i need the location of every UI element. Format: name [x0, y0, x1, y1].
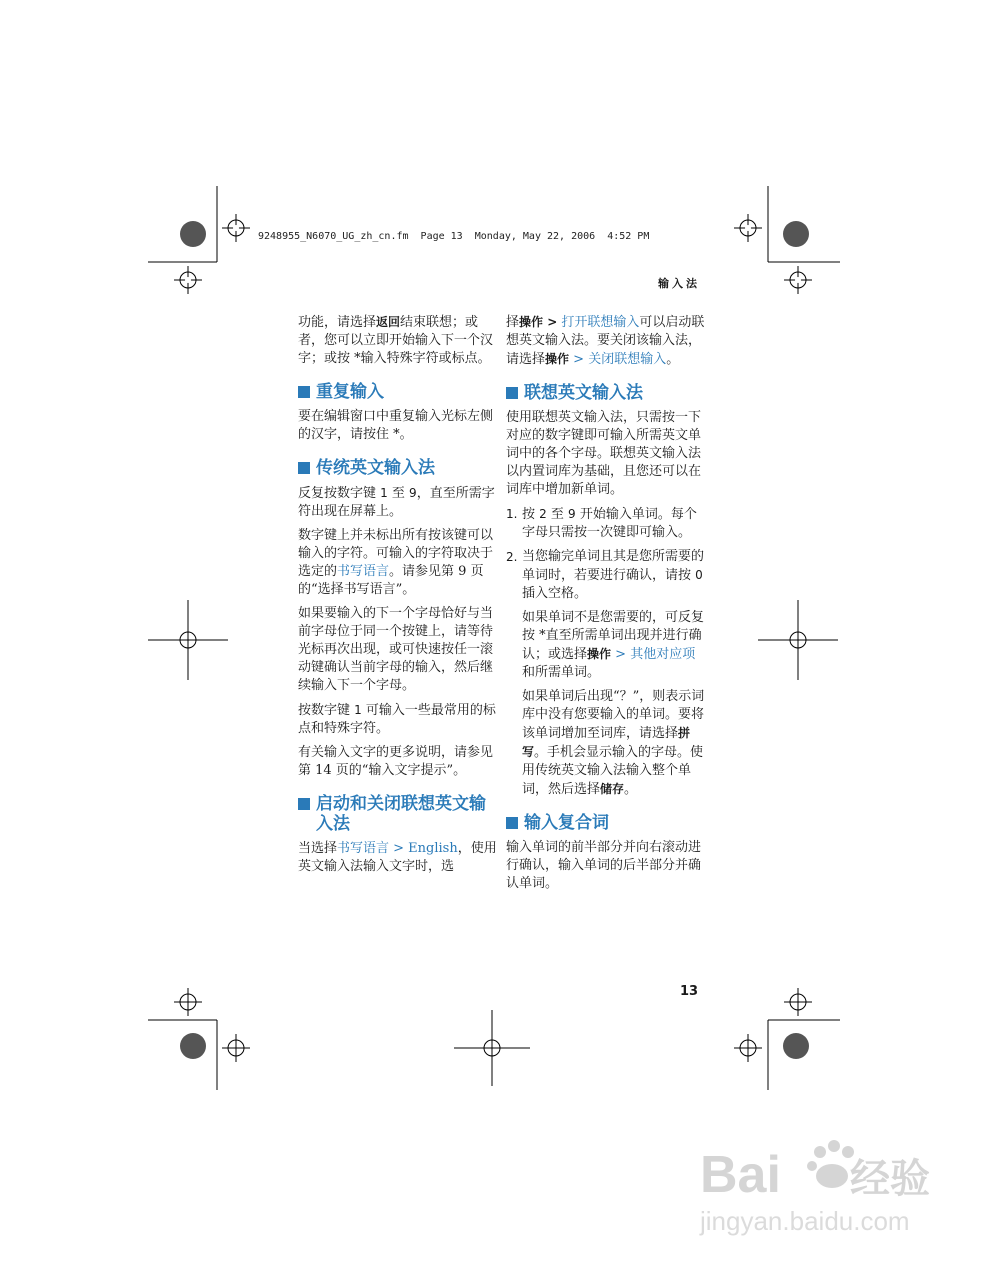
baidu-watermark [700, 1130, 960, 1260]
paragraph [298, 840, 498, 876]
text: 可输入一些最常用的标点和特殊字符。 [298, 703, 496, 736]
text: 。 [624, 782, 638, 797]
steps-list [506, 505, 706, 603]
left-column [298, 313, 498, 882]
square-bullet-icon [506, 387, 518, 399]
text: 如果单词不是您需要的，可反复按 *直至所需单词出现并进行确认；或选择 [522, 610, 705, 662]
text: 功能，请选择 [298, 315, 377, 330]
file-info-header: 9248955_N6070_UG_zh_cn.fm Page 13 Monday, May 22, 2006 4:52 PM [258, 231, 650, 242]
item-number: 2. [506, 550, 518, 564]
paragraph [298, 484, 498, 521]
heading-text: 启动和关闭联想英文输入法 [316, 794, 486, 834]
baidu-logo-icon [700, 1130, 960, 1260]
text: 按数字键 [298, 703, 355, 718]
paragraph: 使用联想英文输入法，只需按一下对应的数字键即可输入所需英文单词中的各个字母。联想英文输入法以内置词库为基础，且您还可以在词库中增加新单词。 [506, 410, 702, 497]
item-text [522, 505, 706, 542]
heading-text: 传统英文输入法 [316, 458, 435, 478]
left-intro [298, 313, 498, 368]
paragraph [298, 701, 498, 738]
paragraph: 输入单词的前半部分并向右滚动进行确认，输入单词的后半部分并确认单词。 [506, 840, 702, 891]
text: 反复按数字键 [298, 486, 381, 501]
return-label: 返回 [376, 315, 401, 329]
heading-text: 重复输入 [316, 382, 384, 402]
section-heading-compound [506, 813, 706, 833]
key: 9 [409, 486, 417, 500]
key: 0 [695, 568, 703, 582]
text: 结束联想；或者，您可以立即开始输入下一个汉字；或按 *输入特殊字符或标点。 [298, 315, 494, 366]
key: 1 [380, 486, 388, 500]
square-bullet-icon [298, 462, 310, 474]
svg-text:Bai: Bai [700, 1146, 781, 1204]
text: 至 [546, 507, 569, 522]
writing-language-link[interactable]: 书写语言 [337, 564, 390, 579]
square-bullet-icon [298, 798, 310, 810]
spell-label: 拼写 [522, 726, 691, 759]
text: 择 [506, 315, 520, 330]
page-number: 13 [680, 984, 699, 999]
save-label: 储存 [600, 782, 625, 796]
right-column [506, 313, 706, 899]
heading-text: 联想英文输入法 [524, 383, 643, 403]
paragraph: 如果要输入的下一个字母恰好与当前字母位于同一个按键上，请等待光标再次出现，或可快速按任一滚动键确认当前字母的输入，然后继续输入下一个字母。 [298, 606, 494, 693]
svg-text:经验: 经验 [850, 1157, 930, 1201]
heading-text: 输入复合词 [524, 813, 609, 833]
options-label: 操作 > [519, 315, 558, 329]
section-heading-predictive [506, 383, 706, 403]
text: 至 [387, 486, 410, 501]
paragraph [522, 688, 706, 799]
separator: > [611, 647, 631, 662]
list-item [506, 505, 706, 542]
item-text [522, 548, 706, 603]
text: 开始输入单词。每个字母只需按一次键即可输入。 [522, 507, 697, 540]
paragraph [298, 527, 498, 599]
text: 当选择 [298, 841, 338, 856]
text: 数字键上并未标出所有按该键可以输入的字符。可输入的字符取决于选定的 [298, 528, 494, 579]
key: 2 [539, 507, 547, 521]
options-label: 操作 [545, 352, 570, 366]
key: 1 [354, 703, 362, 717]
paragraph: 有关输入文字的更多说明，请参见第 14 页的“输入文字提示”。 [298, 745, 494, 778]
text: 如果单词后出现“？”，则表示词库中没有您要输入的单词。要将该单词增加至词库，请选择 [522, 689, 705, 741]
text: 可以启动联想英文输入法。要关闭该输入法，请选择 [506, 315, 705, 367]
right-intro [506, 313, 706, 369]
section-heading-start-stop-predictive [298, 794, 498, 834]
square-bullet-icon [298, 386, 310, 398]
predictive-off-link[interactable]: 关闭联想输入 [588, 352, 667, 367]
text: 按 [522, 507, 540, 522]
predictive-on-link[interactable]: 打开联想输入 [561, 315, 640, 330]
matches-link[interactable]: 其他对应项 [630, 647, 696, 662]
section-heading-repeat [298, 382, 498, 402]
running-head: 输入法 [658, 277, 700, 290]
text: 插入空格。 [522, 586, 588, 601]
paragraph: 要在编辑窗口中重复输入光标左侧的汉字，请按住 *。 [298, 409, 494, 442]
key: 9 [568, 507, 576, 521]
watermark-url: jingyan.baidu.com [700, 1206, 910, 1236]
options-label: 操作 [587, 647, 612, 661]
section-heading-traditional [298, 458, 498, 478]
text: ，直至所需字符出现在屏幕上。 [298, 486, 495, 519]
writing-language-english-link[interactable]: 书写语言 > English [337, 841, 458, 856]
list-item [506, 548, 706, 603]
separator: > [569, 352, 589, 367]
text: 和所需单词。 [522, 665, 601, 680]
text: 当您输完单词且其是您所需要的单词时，若要进行确认，请按 [522, 549, 705, 583]
paragraph [522, 609, 706, 682]
text: 。请参见第 9 页的“选择书写语言”。 [298, 564, 484, 597]
text: 。 [666, 352, 680, 367]
text: 。手机会显示输入的字母。使用传统英文输入法输入整个单词，然后选择 [522, 745, 704, 797]
square-bullet-icon [506, 817, 518, 829]
text: ，使用英文输入法输入文字时，选 [298, 841, 497, 874]
item-number: 1. [506, 507, 518, 521]
